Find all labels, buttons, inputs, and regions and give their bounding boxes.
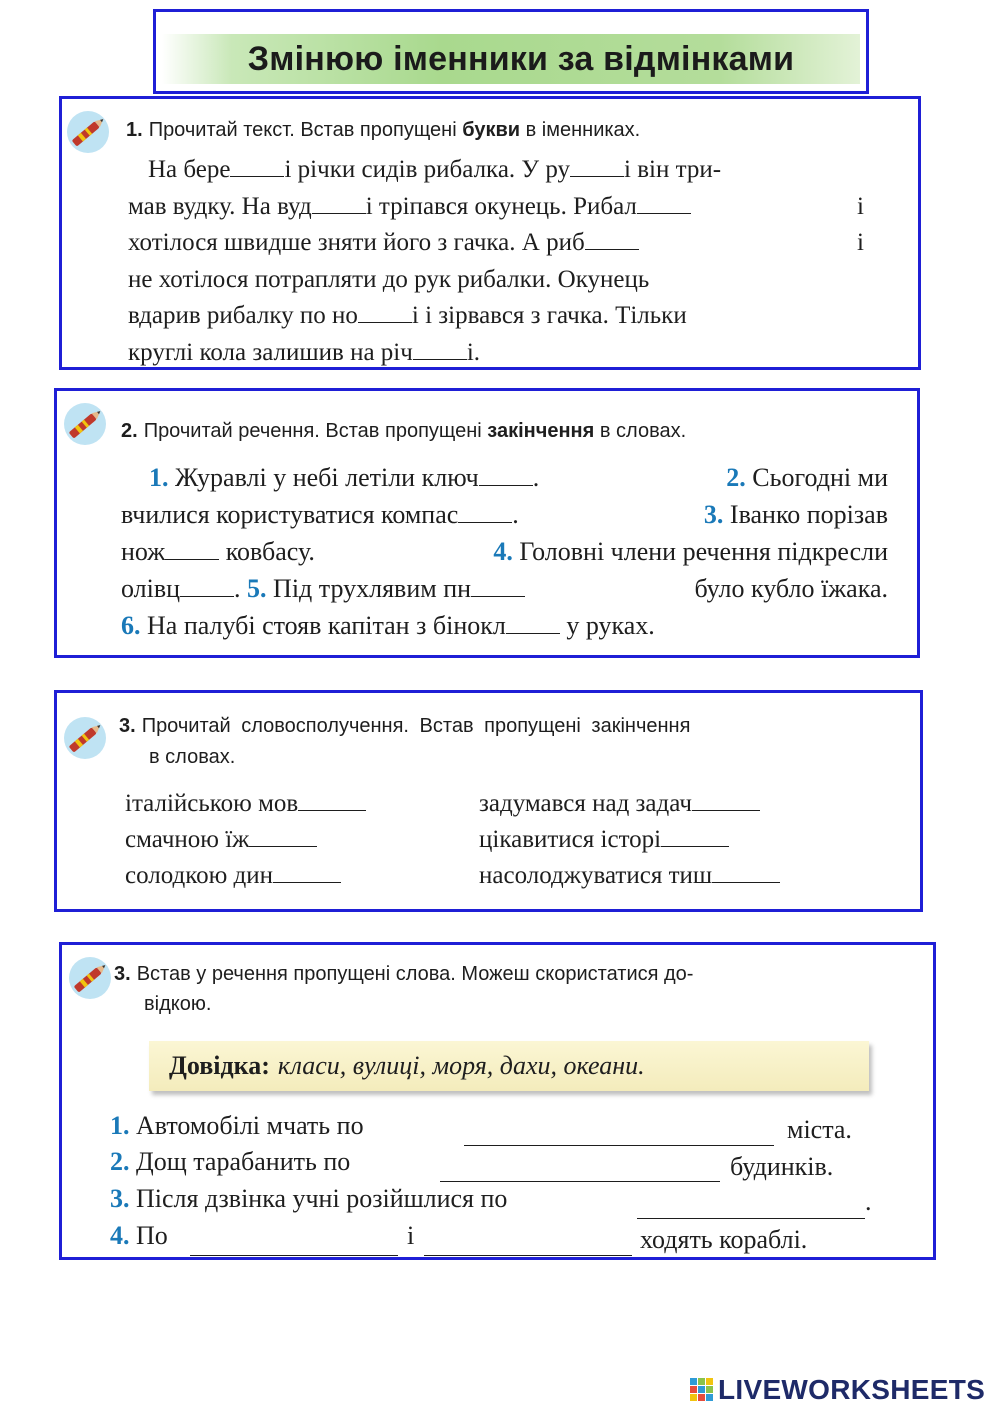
blank-input[interactable] (249, 824, 317, 847)
exercise-4 (59, 942, 936, 1260)
liveworksheets-icon (690, 1378, 714, 1402)
title-box (153, 9, 869, 94)
blank-input[interactable] (358, 300, 412, 323)
watermark-text: LIVEWORKSHEETS (718, 1374, 986, 1405)
sentence-2: 2. Дощ тарабанить по (110, 1147, 351, 1176)
blank-input[interactable] (585, 227, 639, 250)
liveworksheets-logo (690, 1374, 985, 1406)
answer-line[interactable] (190, 1233, 398, 1256)
blank-input[interactable] (230, 154, 284, 177)
exercise-1-instruction: 1. Прочитай текст. Встав пропущені букви в іменниках. (126, 119, 641, 141)
blank-input[interactable] (165, 537, 219, 560)
blank-input[interactable] (506, 611, 560, 634)
exercise-number: 1. (126, 119, 143, 141)
text-line: не хотілося потрапляти до рук рибалки. Окунець (128, 265, 650, 293)
blank-input[interactable] (458, 500, 512, 523)
text-line: круглі кола залишив на річ і. (128, 338, 481, 366)
sentence-4-mid: і (407, 1221, 415, 1250)
exercise-1 (59, 96, 921, 370)
answer-line[interactable] (464, 1123, 774, 1146)
title-band (162, 34, 860, 84)
answer-line[interactable] (424, 1233, 632, 1256)
exercise-4-instruction: 3. Встав у речення пропущені слова. Можеш скористатися до- відкою. (114, 963, 694, 1015)
phrase-right-2: цікавитися історі (479, 822, 729, 858)
blank-input[interactable] (637, 191, 691, 214)
pen-icon (62, 401, 108, 447)
sentence-2-end: будинків. (730, 1152, 834, 1181)
text-line: хотілося швидше зняти його з гачка. А риб і (128, 229, 864, 256)
sentence-4-end: ходять кораблі. (640, 1225, 808, 1254)
pen-icon (65, 109, 111, 155)
phrase-left-2: смачною їж (125, 822, 317, 858)
text-line: 1. Журавлі у небі летіли ключ . 2. Сьогодні ми (149, 463, 888, 492)
sentence-4: 4. По (110, 1221, 168, 1250)
blank-input[interactable] (661, 824, 729, 847)
exercise-1-text (128, 152, 864, 371)
text-line: На бере і річки сидів рибалка. У ру і він три- (148, 156, 722, 183)
blank-input[interactable] (479, 463, 533, 486)
phrase-left-1: італійською мов (125, 786, 366, 822)
sentence-3-end: . (865, 1187, 872, 1216)
exercise-2-text (121, 459, 888, 644)
answer-line[interactable] (637, 1196, 865, 1219)
blank-input[interactable] (180, 574, 234, 597)
text-line: вчилися користуватися компас . 3. Іванко порізав (121, 500, 888, 529)
sentence-1: 1. Автомобілі мчать по (110, 1111, 364, 1140)
exercise-number: 3. (119, 715, 136, 737)
pen-icon (62, 715, 108, 761)
blank-input[interactable] (312, 191, 366, 214)
text-line: 6. На палубі стояв капітан з бінокл у руках. (121, 611, 655, 640)
sentence-1-end: міста. (787, 1115, 852, 1144)
blank-input[interactable] (570, 154, 624, 177)
text-line: нож ковбасу. 4. Головні члени речення підкресли (121, 537, 888, 566)
text-line: олівц . 5. Під трухлявим пн було кубло їжака. (121, 574, 888, 603)
blank-input[interactable] (471, 574, 525, 597)
text-line: мав вудку. На вуд і тріпався окунець. Рибал і (128, 192, 864, 220)
exercise-number: 2. (121, 420, 138, 442)
blank-input[interactable] (273, 860, 341, 883)
blank-input[interactable] (712, 860, 780, 883)
text-line: вдарив рибалку по но і і зірвався з гачка. Тільки (128, 302, 687, 329)
exercise-3-instruction: 3. Прочитай словосполучення. Встав пропущені закінчення в словах. (119, 715, 691, 768)
sentence-3: 3. Після дзвінка учні розійшлися по (110, 1184, 508, 1213)
exercise-2 (54, 388, 920, 658)
page-title: Змінюю іменники за відмінками (247, 39, 795, 78)
exercise-number: 3. (114, 963, 131, 985)
answer-line[interactable] (440, 1159, 720, 1182)
blank-input[interactable] (413, 337, 467, 360)
phrase-right-1: задумався над задач (479, 786, 760, 822)
blank-input[interactable] (692, 788, 760, 811)
reference-box: Довідка: класи, вулиці, моря, дахи, океани. (149, 1041, 869, 1091)
phrase-left-3: солодкою дин (125, 858, 341, 894)
blank-input[interactable] (298, 788, 366, 811)
exercise-2-instruction: 2. Прочитай речення. Встав пропущені закінчення в словах. (121, 420, 687, 442)
phrase-right-3: насолоджуватися тиш (479, 858, 780, 894)
pen-icon (67, 955, 113, 1001)
exercise-3 (54, 690, 923, 912)
